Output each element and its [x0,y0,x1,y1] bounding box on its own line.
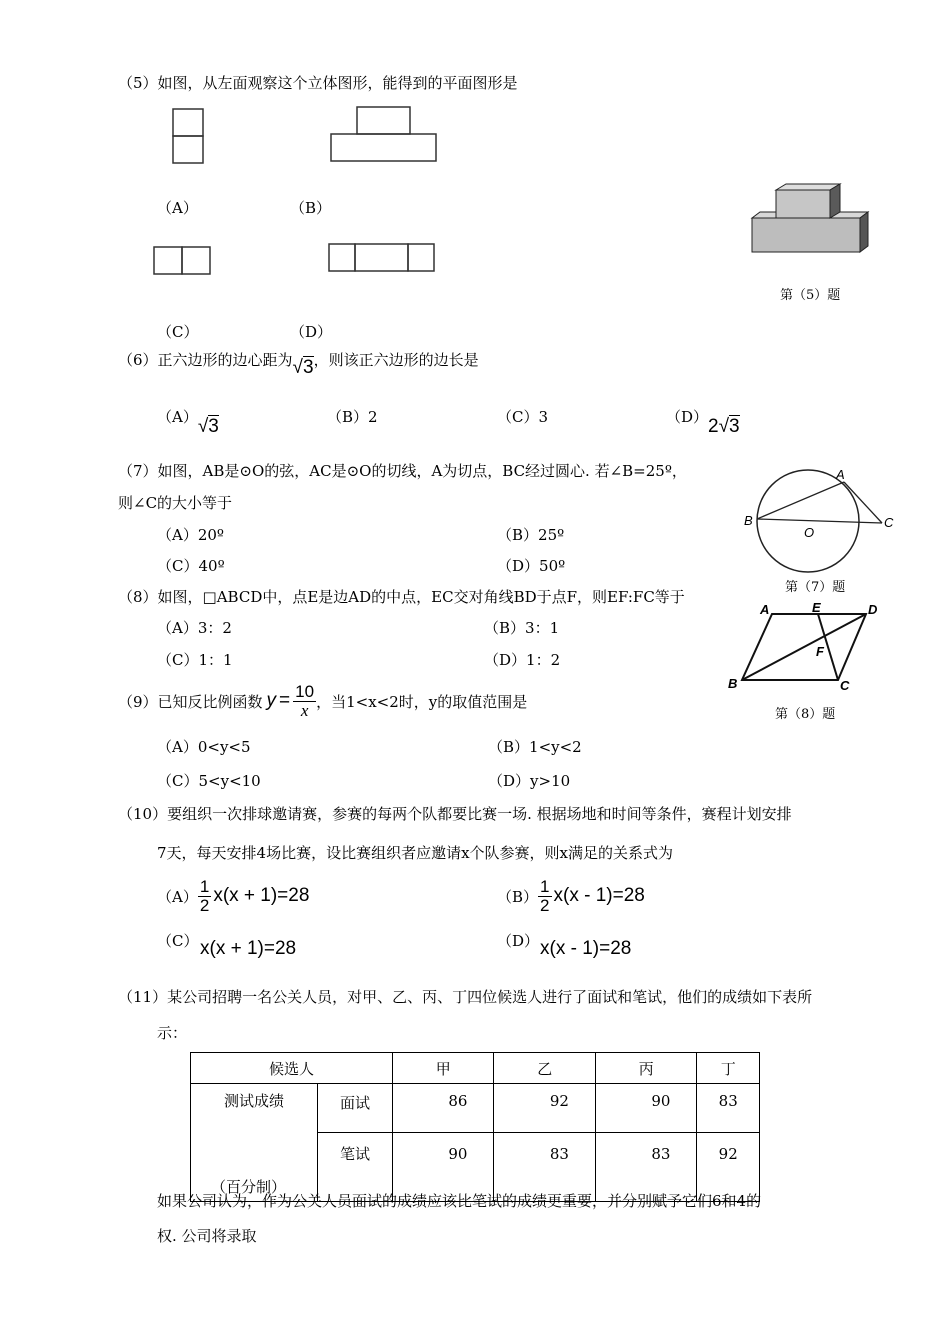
q5-option-c: （C） [157,323,199,341]
q7-line1: （7）如图，AB是⊙O的弦，AC是⊙O的切线，A为切点，BC经过圆心. 若∠B=25º， [118,462,687,480]
q7-option-a: （A）20º [157,526,224,544]
q8-parallelogram-figure [726,600,886,696]
q10-option-d-expr: x(x - 1)=28 [540,938,632,959]
q10-line1: （10）要组织一次排球邀请赛，参赛的每两个队都要比赛一场. 根据场地和时间等条件，赛程计划安排 [118,805,792,823]
q6-option-b: （B）2 [327,408,378,426]
q11-line3: 如果公司认为，作为公关人员面试的成绩应该比笔试的成绩更重要，并分别赋予它们6和4的 [157,1192,762,1210]
q7-option-b: （B）25º [497,526,565,544]
q10-option-b: （B） $\frac{1}{2}$ x(x - 1)=28 [497,876,645,915]
q5-figure-caption: 第（5）题 [780,288,841,303]
q8-label-e: E [812,600,821,615]
table-header-label: 候选人 [191,1053,393,1084]
table-cell: 86 [393,1084,494,1133]
q9-option-d: （D）y>10 [488,772,571,790]
table-group-cell [191,1084,318,1202]
q8-label-f: F [816,644,824,659]
q7-line2: 则∠C的大小等于 [118,494,233,512]
q10-option-c-expr: x(x + 1)=28 [200,938,297,959]
q5-solid-figure [748,182,876,254]
q9-option-c: （C）5<y<10 [157,772,261,790]
q5-option-c-figure [153,246,213,276]
q5-option-b-figure [330,106,438,164]
q5-option-b: （B） [290,199,332,217]
q8-figure-caption: 第（8）题 [775,707,836,722]
table-header-candidate: 甲 [393,1053,494,1084]
q7-option-c: （C）40º [157,557,225,575]
q6-stem-pre: （6）正六边形的边心距为 [118,351,293,369]
q5-option-d-figure [328,243,438,273]
table-row-label: 面试 [318,1084,393,1133]
q10-option-c-label: （C） [157,932,199,950]
table-cell: 83 [697,1084,760,1133]
q8-option-b: （B）3：1 [484,619,560,637]
q6-sqrt3: √3 [292,357,314,378]
table-cell: 90 [595,1084,696,1133]
table-cell: 83 [494,1133,595,1202]
q7-label-o: O [804,525,815,540]
q10-line2: 7天，每天安排4场比赛，设比赛组织者应邀请x个队参赛，则x满足的关系式为 [157,844,674,862]
q7-figure-caption: 第（7）题 [785,580,846,595]
q11-line2: 示： [157,1024,188,1042]
q8-label-c: C [840,678,850,693]
table-row [191,1084,760,1133]
q6-option-d: （D）2√3 [666,408,740,437]
q8-stem: （8）如图，□ABCD中，点E是边AD的中点，EC交对角线BD于点F，则EF:FC等于 [118,588,685,606]
table-group-label: 测试成绩 [223,1092,284,1110]
q11-score-table [190,1052,760,1202]
q8-label-a: A [760,602,770,617]
q8-label-d: D [868,602,878,617]
q9-option-a: （A）0<y<5 [157,738,251,756]
q7-circle-figure [740,465,900,575]
q6-option-a: （A）√3 [157,408,219,437]
table-header-row [191,1053,760,1084]
q7-label-c: C [884,515,894,530]
table-group-sub: （百分制） [211,1178,287,1196]
table-cell: 90 [393,1133,494,1202]
table-cell: 92 [494,1084,595,1133]
q6-option-c: （C）3 [497,408,549,426]
q11-line1: （11）某公司招聘一名公关人员，对甲、乙、丙、丁四位候选人进行了面试和笔试，他们的成绩如下表所 [118,988,813,1006]
q8-option-d: （D）1：2 [484,651,561,669]
table-cell: 92 [697,1133,760,1202]
q9-option-b: （B）1<y<2 [488,738,582,756]
q7-option-d: （D）50º [497,557,566,575]
q10-option-d-label: （D） [497,932,540,950]
q6-stem-post: ，则该正六边形的边长是 [313,351,479,369]
q8-option-a: （A）3：2 [157,619,232,637]
q7-label-a: A [836,467,845,482]
q11-line4: 权. 公司将录取 [157,1227,257,1245]
q9-stem: （9）已知反比例函数 y = $\frac{10}{x}$ ，当1<x<2时，y的取值范围是 [118,681,528,720]
q8-label-b: B [728,676,738,691]
q5-stem: （5）如图，从左面观察这个立体图形，能得到的平面图形是 [118,74,518,92]
q7-label-b: B [744,513,753,528]
q8-option-c: （C）1：1 [157,651,233,669]
q10-option-a: （A） $\frac{1}{2}$ x(x + 1)=28 [157,876,310,915]
q6-stem [118,349,479,378]
table-header-candidate: 乙 [494,1053,595,1084]
q5-option-d: （D） [290,323,333,341]
q5-option-a-figure [172,108,204,166]
table-row-label: 笔试 [318,1133,393,1202]
table-header-candidate: 丁 [697,1053,760,1084]
table-cell: 83 [595,1133,696,1202]
q5-option-a: （A） [157,199,198,217]
table-header-candidate: 丙 [595,1053,696,1084]
